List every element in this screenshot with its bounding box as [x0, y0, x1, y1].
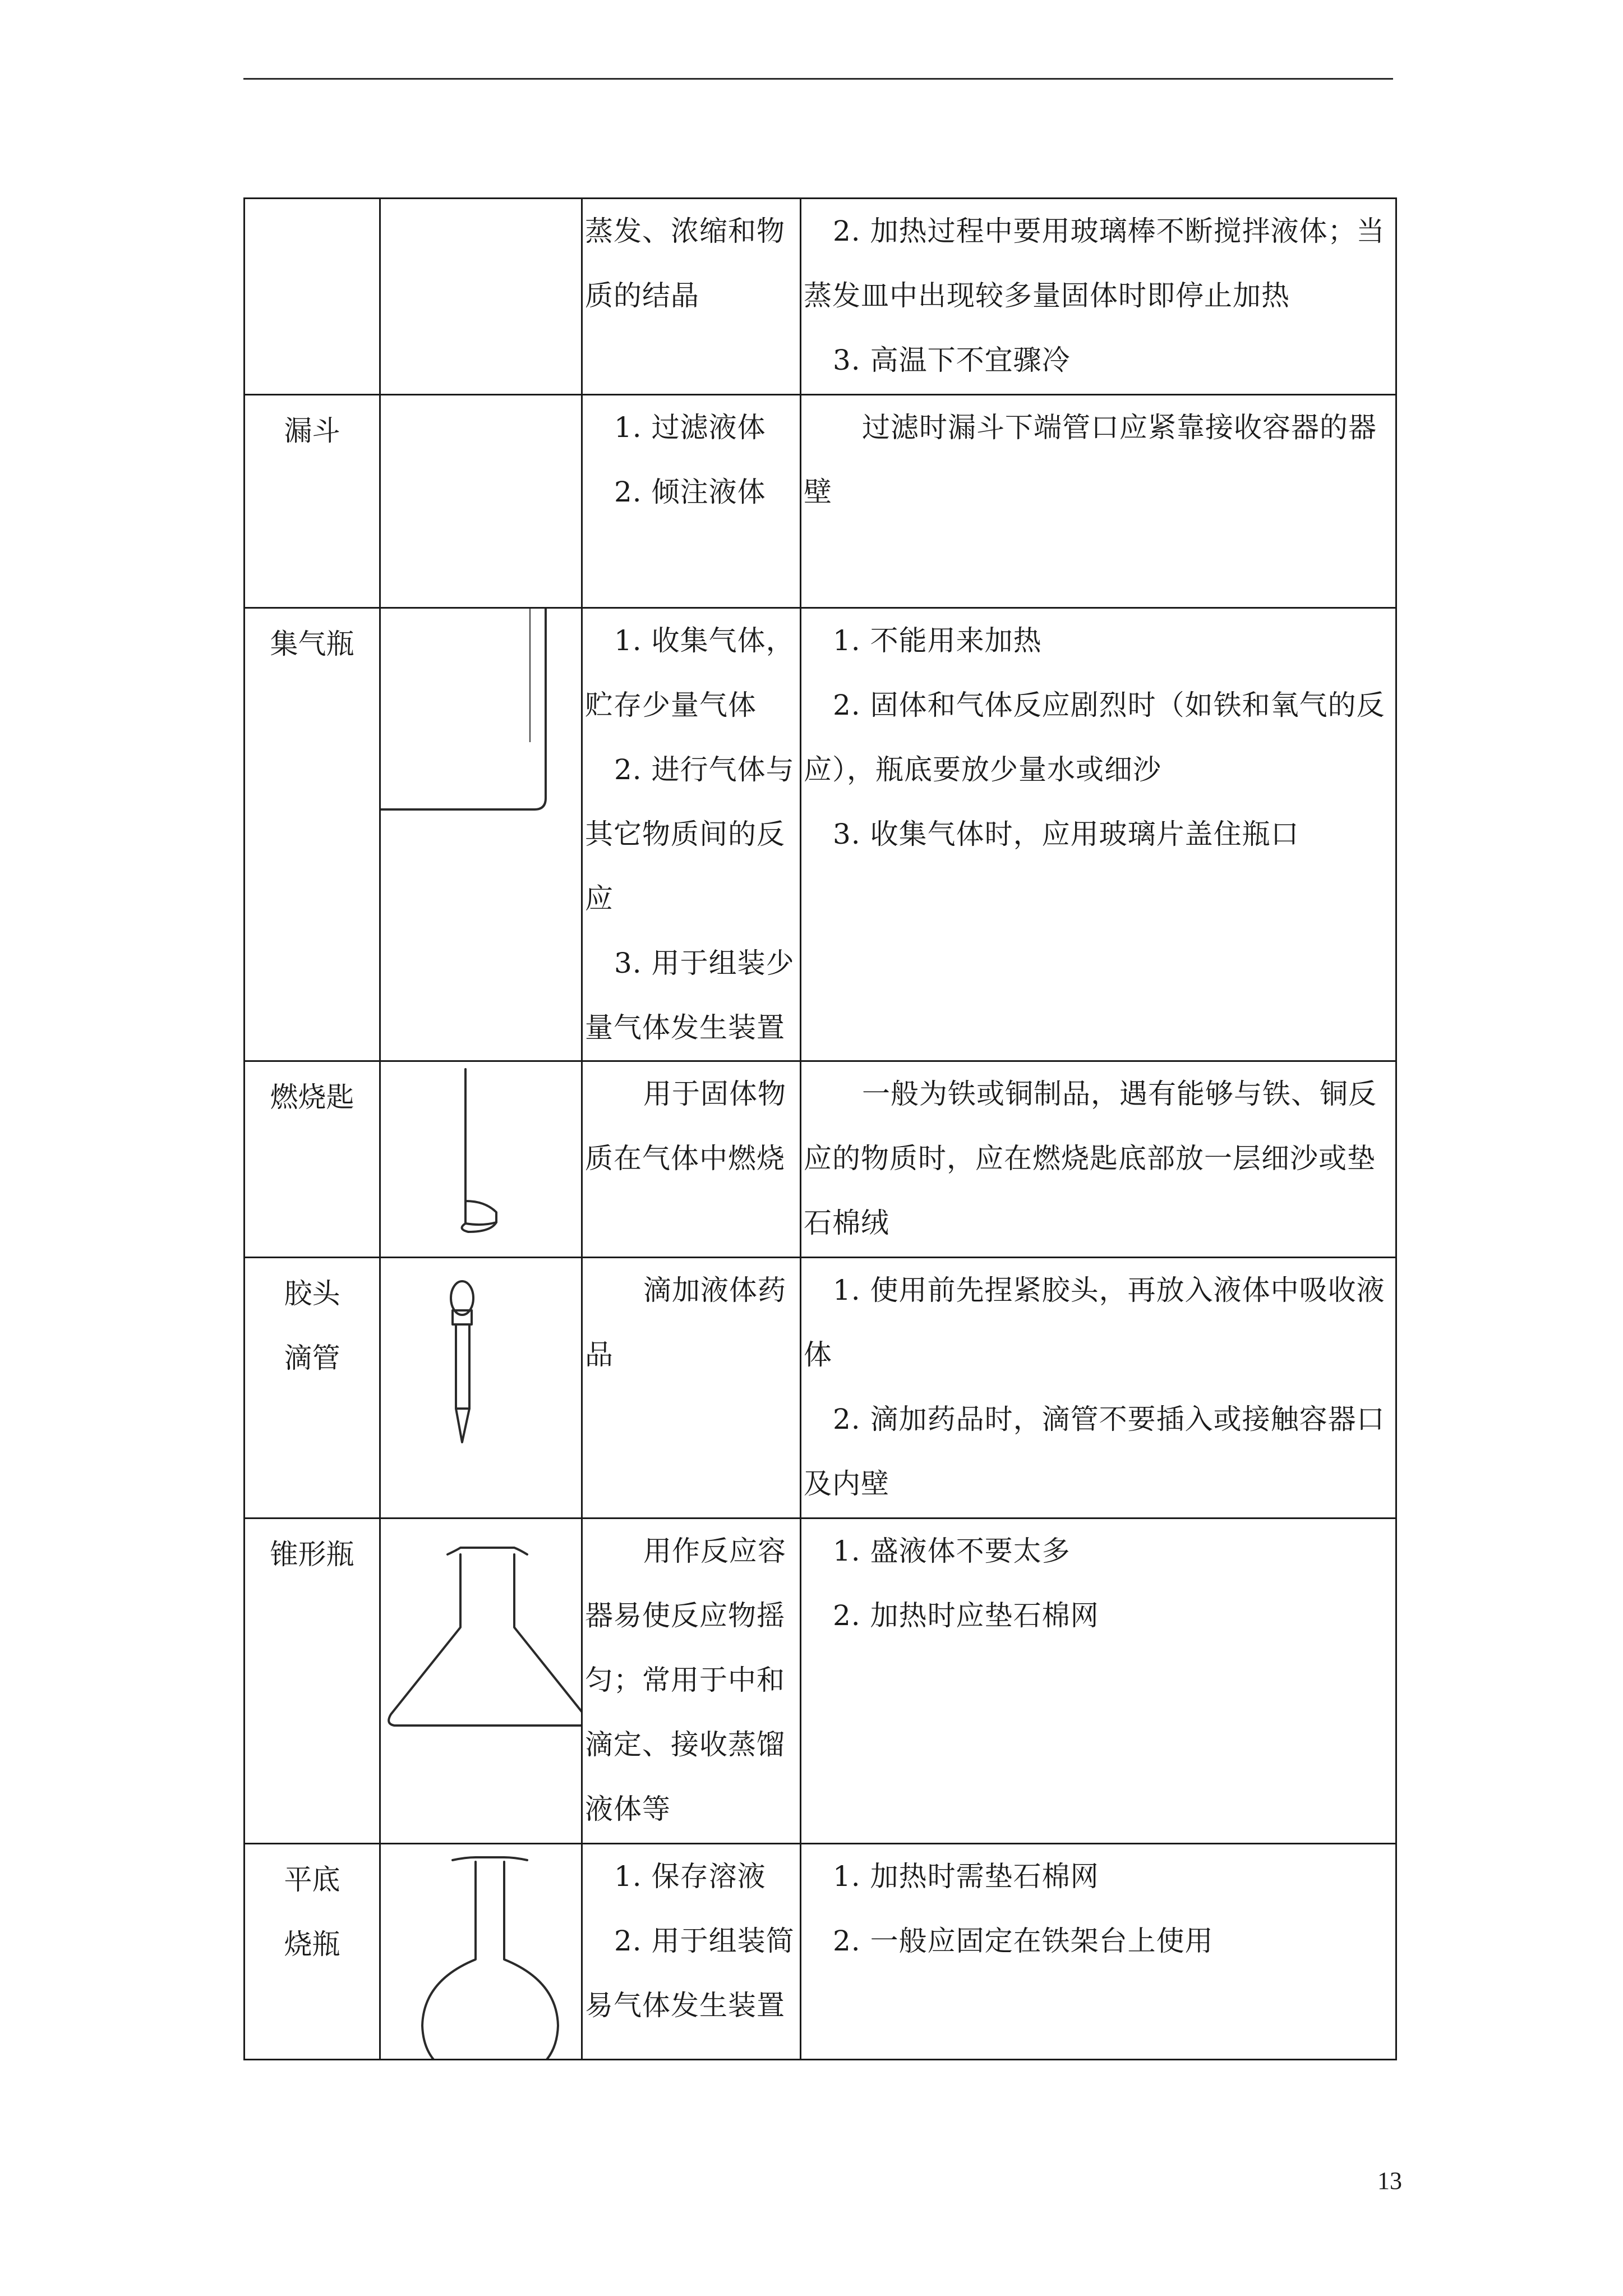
use-line: 2. 倾注液体 — [614, 476, 766, 508]
apparatus-figure-cell — [380, 608, 582, 1061]
apparatus-name-cell — [245, 395, 380, 608]
apparatus-table-body — [245, 199, 1396, 2060]
use-line: 质的结晶 — [585, 279, 699, 312]
note-line: 1. 盛液体不要太多 — [833, 1535, 1071, 1567]
use-line: 1. 收集气体， — [614, 624, 795, 657]
note-line: 1. 加热时需垫石棉网 — [833, 1860, 1099, 1893]
use-line: 滴定、接收蒸馏 — [585, 1728, 785, 1761]
use-line: 2. 进行气体与 — [614, 753, 795, 786]
use-line: 3. 用于组装少 — [614, 947, 795, 979]
note-line: 1. 使用前先捏紧胶头，再放入液体中吸收液 — [833, 1274, 1385, 1306]
use-line: 2. 用于组装简 — [614, 1925, 795, 1957]
use-line: 滴加液体药 — [643, 1274, 786, 1306]
note-line: 3. 高温下不宜骤冷 — [833, 344, 1071, 376]
use-line: 应 — [585, 882, 614, 915]
apparatus-notes-cell — [801, 1844, 1396, 2060]
funnel-icon — [381, 395, 582, 608]
header-rule — [243, 78, 1393, 80]
table-row — [245, 1061, 1396, 1258]
apparatus-name-cell — [245, 1258, 380, 1519]
table-row — [245, 1519, 1396, 1844]
note-line: 一般为铁或铜制品，遇有能够与铁、铜反 — [862, 1078, 1377, 1110]
table-row — [245, 395, 1396, 608]
use-line: 用于固体物 — [643, 1078, 786, 1110]
apparatus-name: 滴管 — [284, 1342, 340, 1374]
flat-bottom-flask-icon — [381, 1844, 582, 2060]
page-number: 13 — [1377, 2167, 1402, 2194]
apparatus-name: 平底 — [284, 1864, 340, 1896]
apparatus-figure-cell — [380, 1258, 582, 1519]
table-row — [245, 1258, 1396, 1519]
apparatus-use-cell — [582, 395, 801, 608]
note-line: 1. 不能用来加热 — [833, 624, 1042, 657]
apparatus-use-cell — [582, 608, 801, 1061]
use-line: 用作反应容 — [643, 1535, 786, 1567]
note-line: 应），瓶底要放少量水或细沙 — [804, 753, 1161, 786]
use-line: 1. 保存溶液 — [614, 1860, 766, 1893]
apparatus-name: 胶头 — [284, 1277, 340, 1310]
apparatus-name-cell — [245, 199, 380, 395]
note-line: 2. 固体和气体反应剧烈时（如铁和氧气的反 — [833, 689, 1385, 721]
use-line: 1. 过滤液体 — [614, 411, 766, 444]
apparatus-name: 漏斗 — [284, 415, 340, 447]
table-row — [245, 199, 1396, 395]
note-line: 壁 — [804, 476, 832, 508]
use-line: 易气体发生装置 — [585, 1989, 785, 2022]
table-row — [245, 608, 1396, 1061]
apparatus-name: 烧瓶 — [284, 1928, 340, 1961]
apparatus-figure-cell — [380, 395, 582, 608]
apparatus-figure-cell — [380, 1519, 582, 1844]
apparatus-table — [243, 197, 1397, 2060]
apparatus-use-cell — [582, 1061, 801, 1258]
apparatus-name-cell — [245, 608, 380, 1061]
apparatus-name: 集气瓶 — [270, 628, 354, 660]
apparatus-use-cell — [582, 1258, 801, 1519]
apparatus-use-cell — [582, 1844, 801, 2060]
note-line: 应的物质时，应在燃烧匙底部放一层细沙或垫 — [804, 1142, 1376, 1175]
note-line: 2. 加热时应垫石棉网 — [833, 1599, 1099, 1632]
apparatus-notes-cell — [801, 395, 1396, 608]
apparatus-name: 燃烧匙 — [270, 1081, 354, 1114]
use-line: 品 — [585, 1338, 614, 1371]
note-line: 体 — [804, 1338, 832, 1371]
apparatus-name-cell — [245, 1061, 380, 1258]
use-line: 质在气体中燃烧 — [585, 1142, 785, 1175]
apparatus-figure-cell — [380, 1844, 582, 2060]
note-line: 石棉绒 — [804, 1207, 889, 1239]
combustion-spoon-icon — [381, 1062, 582, 1258]
use-line: 其它物质间的反 — [585, 818, 785, 850]
use-line: 液体等 — [585, 1793, 671, 1825]
use-line: 贮存少量气体 — [585, 689, 757, 721]
note-line: 及内壁 — [804, 1467, 889, 1500]
apparatus-name-cell — [245, 1844, 380, 2060]
apparatus-name-cell — [245, 1519, 380, 1844]
apparatus-use-cell — [582, 199, 801, 395]
use-line: 量气体发生装置 — [585, 1011, 785, 1044]
note-line: 2. 滴加药品时，滴管不要插入或接触容器口 — [833, 1403, 1385, 1435]
apparatus-figure-cell — [380, 1061, 582, 1258]
apparatus-name: 锥形瓶 — [270, 1538, 354, 1571]
use-line: 蒸发、浓缩和物 — [585, 215, 785, 247]
table-row — [245, 1844, 1396, 2060]
apparatus-notes-cell — [801, 1519, 1396, 1844]
note-line: 2. 一般应固定在铁架台上使用 — [833, 1925, 1214, 1957]
note-line: 3. 收集气体时，应用玻璃片盖住瓶口 — [833, 818, 1299, 850]
apparatus-figure-cell — [380, 199, 582, 395]
apparatus-notes-cell — [801, 1061, 1396, 1258]
use-line: 匀；常用于中和 — [585, 1664, 785, 1696]
dropper-icon — [381, 1258, 582, 1519]
note-line: 2. 加热过程中要用玻璃棒不断搅拌液体；当 — [833, 215, 1385, 247]
note-line: 过滤时漏斗下端管口应紧靠接收容器的器 — [862, 411, 1377, 444]
apparatus-use-cell — [582, 1519, 801, 1844]
apparatus-notes-cell — [801, 1258, 1396, 1519]
apparatus-notes-cell — [801, 199, 1396, 395]
note-line: 蒸发皿中出现较多量固体时即停止加热 — [804, 279, 1290, 312]
apparatus-notes-cell — [801, 608, 1396, 1061]
gas-jar-icon — [381, 609, 582, 1057]
conical-flask-icon — [381, 1519, 582, 1844]
use-line: 器易使反应物摇 — [585, 1599, 785, 1632]
